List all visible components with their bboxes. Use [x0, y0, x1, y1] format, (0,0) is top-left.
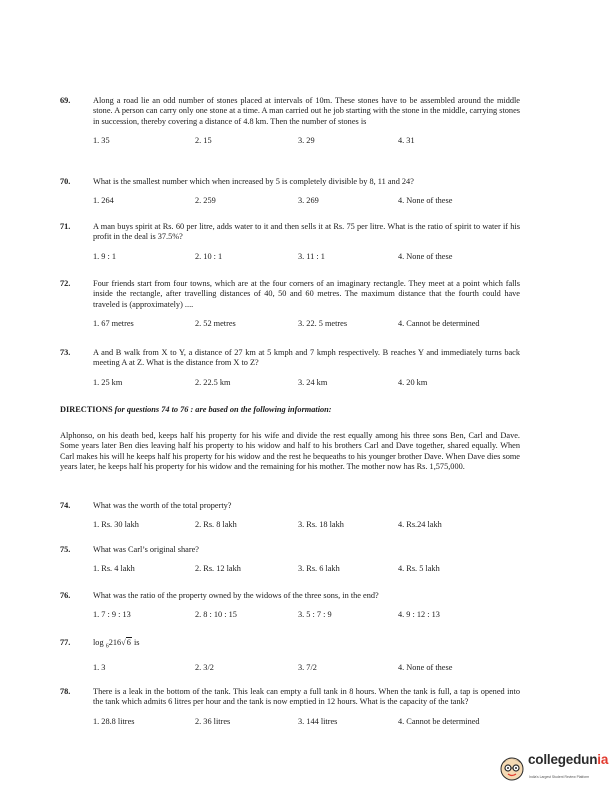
question-76 — [60, 591, 520, 621]
options-row — [93, 196, 520, 207]
question-text: A and B walk from X to Y, a distance of 27 km at 5 kmph and 7 kmph respectively. B reaches Y and immediately turns back meeting A at Z. What is the distance from X to Z? — [93, 348, 520, 368]
options-row — [93, 136, 520, 147]
option-1: 1. 3 — [93, 663, 106, 673]
options-row — [93, 252, 520, 263]
option-2: 2. 36 litres — [195, 716, 231, 726]
options-row — [93, 378, 520, 389]
option-2: 2. 3/2 — [195, 663, 214, 673]
question-text: What was the worth of the total property? — [93, 501, 232, 510]
option-2: 2. 10 : 1 — [195, 251, 223, 261]
question-text: What was the ratio of the property owned by the widows of the three sons, in the end? — [93, 591, 379, 600]
question-number: 75. — [60, 545, 71, 554]
option-4: 4. None of these — [398, 663, 453, 673]
question-78 — [60, 687, 520, 728]
option-1: 1. 9 : 1 — [93, 251, 117, 261]
question-number: 78. — [60, 687, 71, 696]
options-row — [93, 610, 520, 621]
option-1: 1. 67 metres — [93, 319, 134, 329]
student-mascot-icon — [498, 754, 526, 782]
option-4: 4. Rs.24 lakh — [398, 520, 442, 530]
question-number: 71. — [60, 222, 71, 231]
question-71 — [60, 222, 520, 263]
option-4: 4. None of these — [398, 196, 453, 206]
option-2: 2. Rs. 12 lakh — [195, 564, 241, 574]
directions-heading — [60, 405, 520, 415]
logo-wordmark — [528, 752, 609, 767]
question-text: Four friends start from four towns, which are at the four corners of an imaginary rectangle. They meet at a point which falls inside the rectangle, after travelling distances of 40, 50 and 60 metres. The maximum distance that the fourth could have traveled is (approximately) .... — [93, 279, 520, 309]
question-74 — [60, 501, 520, 531]
logo-name-accent: ia — [597, 752, 609, 767]
question-number: 73. — [60, 348, 71, 357]
option-3: 3. 11 : 1 — [298, 251, 325, 261]
option-3: 3. Rs. 18 lakh — [298, 520, 344, 530]
question-70 — [60, 177, 520, 207]
option-2: 2. 8 : 10 : 15 — [195, 610, 237, 620]
option-1: 1. 7 : 9 : 13 — [93, 610, 131, 620]
option-1: 1. 35 — [93, 136, 110, 146]
option-1: 1. Rs. 4 lakh — [93, 564, 135, 574]
log-suffix: is — [133, 638, 140, 647]
question-number: 77. — [60, 638, 71, 647]
log-base: 6 — [105, 643, 109, 650]
passage: Alphonso, on his death bed, keeps half his property for his wife and divide the rest equally among his three sons Ben, Carl and Dave. Some years later Ben dies leaving half his property to his widow and half to his brothers Carl and Dave together, shared equally. When Carl makes his will he keeps half his property for his widow and the rest he bequeaths to his younger brother Dave. When Dave dies some years later, he keeps half his property for his widow and the remaining for his mother. The mother now has Rs. 1,575,000. — [60, 431, 520, 472]
question-number: 72. — [60, 279, 71, 288]
option-3: 3. 24 km — [298, 377, 328, 387]
option-3: 3. 29 — [298, 136, 315, 146]
question-77 — [60, 638, 520, 674]
option-3: 3. 269 — [298, 196, 319, 206]
option-3: 3. 5 : 7 : 9 — [298, 610, 332, 620]
log-prefix: log — [93, 638, 104, 647]
question-text: What was Carl’s original share? — [93, 545, 199, 554]
option-4: 4. None of these — [398, 251, 453, 261]
collegedunia-logo — [498, 754, 610, 784]
question-number: 70. — [60, 177, 71, 186]
option-3: 3. 7/2 — [298, 663, 317, 673]
question-number: 74. — [60, 501, 71, 510]
question-number: 76. — [60, 591, 71, 600]
question-73 — [60, 348, 520, 389]
logo-tagline: India's Largest Student Review Platform — [529, 775, 590, 779]
option-4: 4. Cannot be determined — [398, 319, 480, 329]
options-row — [93, 520, 520, 531]
options-row — [93, 319, 520, 330]
option-4: 4. Cannot be determined — [398, 716, 480, 726]
option-1: 1. 264 — [93, 196, 114, 206]
question-69 — [60, 96, 520, 147]
option-2: 2. 15 — [195, 136, 212, 146]
option-4: 4. 31 — [398, 136, 415, 146]
option-2: 2. 22.5 km — [195, 377, 231, 387]
option-4: 4. Rs. 5 lakh — [398, 564, 440, 574]
log-argument: 216 — [108, 638, 122, 647]
directions-text: for questions 74 to 76 : are based on the following information: — [114, 405, 332, 414]
question-text: A man buys spirit at Rs. 60 per litre, adds water to it and then sells it at Rs. 75 per litre. What is the ratio of spirit to water if his profit in the deal is 37.5%? — [93, 222, 520, 242]
question-75 — [60, 545, 520, 575]
option-2: 2. 52 metres — [195, 319, 236, 329]
option-1: 1. 28.8 litres — [93, 716, 135, 726]
option-3: 3. Rs. 6 lakh — [298, 564, 340, 574]
question-text: What is the smallest number which when increased by 5 is completely divisible by 8, 11 and 24? — [93, 177, 414, 186]
question-number: 69. — [60, 96, 71, 105]
options-row — [93, 564, 520, 575]
options-row — [93, 663, 520, 674]
sqrt-argument: 6 — [126, 638, 131, 647]
option-3: 3. 22. 5 metres — [298, 319, 348, 329]
question-text — [93, 638, 520, 652]
option-4: 4. 9 : 12 : 13 — [398, 610, 440, 620]
question-text: Along a road lie an odd number of stones placed at intervals of 10m. These stones have to be assembled around the middle stone. A person can carry only one stone at a time. A man carried out he job starting with the stone in the middle, carrying stones in succession, thereby covering a distance of 4.8 km. Then the number of stones is — [93, 96, 520, 126]
options-row — [93, 717, 520, 728]
question-72 — [60, 279, 520, 330]
question-text: There is a leak in the bottom of the tank. This leak can empty a full tank in 8 hours. When the tank is full, a tap is opened into the tank which admits 6 litres per hour and the tank is now emptied in 12 hours. What is the capacity of the tank? — [93, 687, 520, 707]
sqrt-sign: √ — [121, 638, 126, 647]
option-1: 1. 25 km — [93, 377, 123, 387]
option-2: 2. Rs. 8 lakh — [195, 520, 237, 530]
option-1: 1. Rs. 30 lakh — [93, 520, 139, 530]
logo-name-main: collegedun — [528, 752, 598, 767]
option-2: 2. 259 — [195, 196, 216, 206]
option-3: 3. 144 litres — [298, 716, 338, 726]
option-4: 4. 20 km — [398, 377, 428, 387]
directions-label: DIRECTIONS — [60, 405, 113, 414]
